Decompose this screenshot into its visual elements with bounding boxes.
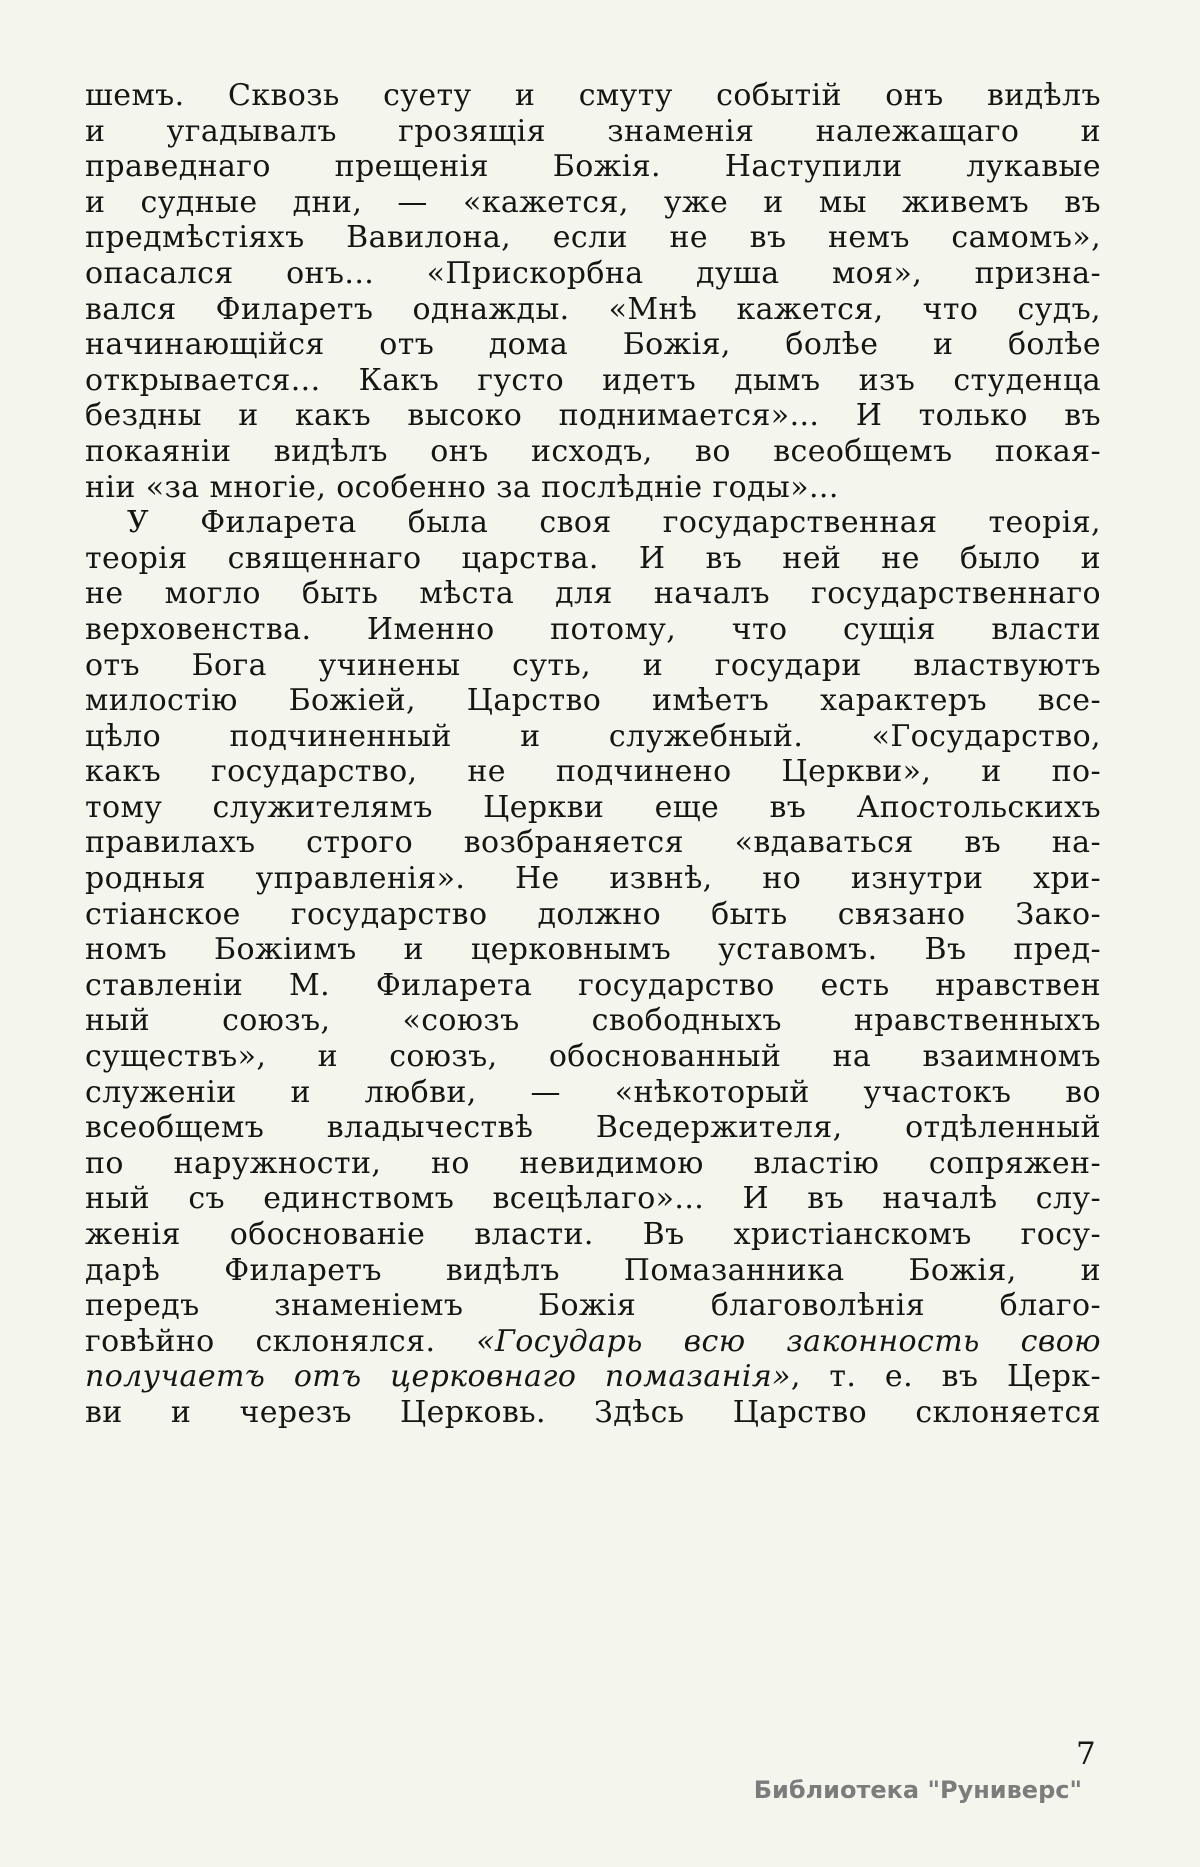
text-line <box>85 1181 1101 1217</box>
text-segment: ставленіи М. Филарета государство есть нравствен <box>85 967 1101 1003</box>
text-segment: открывается... Какъ густо идетъ дымъ изъ студенца <box>85 362 1101 398</box>
watermark: Библиотека "Руниверс" <box>753 1776 1082 1804</box>
text-line <box>85 327 1101 363</box>
text-segment: и судные дни, — «кажется, уже и мы живемъ въ <box>85 184 1101 220</box>
text-line <box>85 541 1101 577</box>
text-segment: стіанское государство должно быть связано Зако- <box>85 896 1101 932</box>
text-line <box>85 790 1101 826</box>
text-line <box>85 576 1101 612</box>
text-line <box>85 398 1101 434</box>
text-segment: ный союзъ, «союзъ свободныхъ нравственныхъ <box>85 1003 1101 1039</box>
text-segment: милостію Божіей, Царство имѣетъ характеръ все- <box>85 683 1101 719</box>
text-line <box>85 1324 1101 1360</box>
text-segment: существъ», и союзъ, обоснованный на взаимномъ <box>85 1039 1101 1075</box>
text-segment: , т. е. въ Церк- <box>790 1359 1101 1395</box>
text-line <box>85 754 1101 790</box>
text-segment: дарѣ Филаретъ видѣлъ Помазанника Божія, и <box>85 1252 1101 1288</box>
text-line <box>85 1110 1101 1146</box>
text-segment: У Филарета была своя государственная теорія, <box>127 505 1101 541</box>
text-line <box>85 470 1101 506</box>
text-line <box>85 114 1101 150</box>
text-segment: ніи «за многіе, особенно за послѣдніе годы»... <box>85 469 839 505</box>
italic-text-segment: получаетъ отъ церковнаго помазанія» <box>85 1359 791 1395</box>
text-segment: покаяніи видѣлъ онъ исходъ, во всеобщемъ покая- <box>85 433 1101 469</box>
text-line <box>85 1146 1101 1182</box>
text-segment: правилахъ строго возбраняется «вдаваться въ на- <box>85 825 1101 861</box>
text-line <box>85 932 1101 968</box>
text-segment: предмѣстіяхъ Вавилона, если не въ немъ самомъ», <box>85 220 1101 256</box>
text-line <box>85 825 1101 861</box>
text-line <box>85 505 1101 541</box>
text-line <box>85 1217 1101 1253</box>
text-segment: отъ Бога учинены суть, и государи властвуютъ <box>85 647 1101 683</box>
text-segment: говѣйно склонялся. <box>85 1323 477 1359</box>
text-line <box>85 363 1101 399</box>
text-line <box>85 612 1101 648</box>
text-segment: и угадывалъ грозящія знаменія належащаго и <box>85 113 1101 149</box>
text-segment: какъ государство, не подчинено Церкви», и по- <box>85 754 1101 790</box>
text-segment: не могло быть мѣста для началъ государственнаго <box>85 576 1101 612</box>
text-line <box>85 648 1101 684</box>
text-line <box>85 292 1101 328</box>
text-segment: цѣло подчиненный и служебный. «Государство, <box>85 718 1101 754</box>
text-segment: по наружности, но невидимою властію сопряжен- <box>85 1145 1101 1181</box>
page-number: 7 <box>1076 1736 1096 1772</box>
text-line <box>85 1075 1101 1111</box>
text-line <box>85 861 1101 897</box>
text-segment: бездны и какъ высоко поднимается»... И только въ <box>85 398 1101 434</box>
text-line <box>85 185 1101 221</box>
text-line <box>85 1288 1101 1324</box>
italic-text-segment: «Государь всю законность свою <box>476 1323 1101 1359</box>
text-line <box>85 149 1101 185</box>
text-segment: номъ Божіимъ и церковнымъ уставомъ. Въ пред- <box>85 932 1101 968</box>
text-line <box>85 434 1101 470</box>
text-segment: шемъ. Сквозь суету и смуту событій онъ видѣлъ <box>85 78 1101 113</box>
text-segment: ный съ единствомъ всецѣлаго»... И въ началѣ слу- <box>85 1181 1101 1217</box>
text-line <box>85 683 1101 719</box>
text-line <box>85 1359 1101 1395</box>
text-segment: женія обоснованіе власти. Въ христіанскомъ госу- <box>85 1217 1101 1252</box>
text-segment: верховенства. Именно потому, что сущія власти <box>85 611 1101 647</box>
text-line <box>85 78 1101 114</box>
text-line <box>85 968 1101 1004</box>
text-segment: передъ знаменіемъ Божія благоволѣнія благо- <box>85 1288 1101 1324</box>
text-segment: ви и черезъ Церковь. Здѣсь Царство склоняется <box>85 1394 1101 1430</box>
text-line <box>85 1253 1101 1289</box>
text-block <box>85 78 1101 1431</box>
text-line <box>85 256 1101 292</box>
text-segment: тому служителямъ Церкви еще въ Апостольскихъ <box>85 789 1101 825</box>
text-segment: опасался онъ... «Прискорбна душа моя», призна- <box>85 255 1101 291</box>
text-segment: праведнаго прещенія Божія. Наступили лукавые <box>85 149 1101 185</box>
text-segment: служеніи и любви, — «нѣкоторый участокъ во <box>85 1074 1101 1110</box>
text-line <box>85 897 1101 933</box>
text-segment: всеобщемъ владычествѣ Вседержителя, отдѣленный <box>85 1110 1101 1146</box>
text-line <box>85 719 1101 755</box>
text-line <box>85 220 1101 256</box>
text-segment: вался Филаретъ однажды. «Мнѣ кажется, что судъ, <box>85 291 1101 327</box>
text-segment: родныя управленія». Не извнѣ, но изнутри хри- <box>85 861 1101 897</box>
text-line <box>85 1395 1101 1431</box>
text-segment: теорія священнаго царства. И въ ней не было и <box>85 540 1101 576</box>
text-line <box>85 1039 1101 1075</box>
text-segment: начинающійся отъ дома Божія, болѣе и болѣе <box>85 327 1101 363</box>
text-line <box>85 1003 1101 1039</box>
